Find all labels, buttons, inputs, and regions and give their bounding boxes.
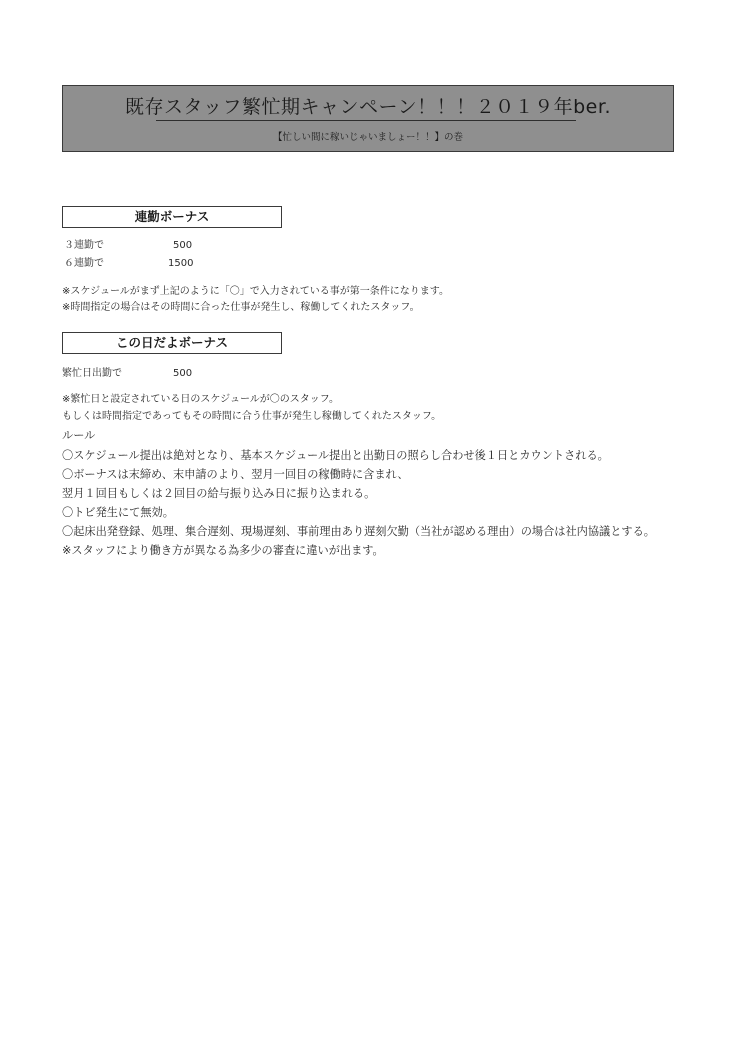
consecutive-bonus-note: ※時間指定の場合はその時間に合った仕事が発生し、稼働してくれたスタッフ。 [62,302,420,313]
day-bonus-note: ※繁忙日と設定されている日のスケジュールが〇のスタッフ。 [62,394,339,405]
campaign-subtitle: 【忙しい間に稼いじゃいましょー！！】の巻 [272,132,463,143]
bonus-row [62,367,193,381]
bonus-row-value: 500 [173,368,193,379]
bonus-row-value: 500 [173,240,193,251]
rule-item: 〇起床出発登録、処理、集合遅刻、現場遅刻、事前理由あり遅刻欠勤（当社が認める理由）の場合は社内協議とする。 [62,525,655,538]
bonus-row-value: 1500 [168,258,194,269]
consecutive-bonus-heading: 連勤ボーナス [62,206,282,228]
rule-item: ※スタッフにより働き方が異なる為多少の審査に違いが出ます。 [62,544,384,557]
bonus-row [64,239,193,253]
consecutive-bonus-note: ※スケジュールがまず上記のように「〇」で入力されている事が第一条件になります。 [62,286,449,297]
rule-item: 〇トビ発生にて無効。 [62,506,174,519]
campaign-title-banner [62,85,674,152]
bonus-row-label: ３連勤で [64,240,104,251]
bonus-row-label: ６連勤で [64,258,104,269]
title-underline [156,120,576,121]
rules-heading: ルール [62,429,96,442]
bonus-row [64,257,194,271]
campaign-title: 既存スタッフ繁忙期キャンペーン！！！２０１９年ber. [125,96,611,118]
bonus-row-label: 繁忙日出勤で [62,368,122,379]
day-bonus-note: もしくは時間指定であってもその時間に合う仕事が発生し稼働してくれたスタッフ。 [62,411,442,422]
rule-item: 〇スケジュール提出は絶対となり、基本スケジュール提出と出勤日の照らし合わせ後１日とカウントされる。 [62,449,609,462]
rule-item: 翌月１回目もしくは２回目の給与振り込み日に振り込まれる。 [62,487,376,500]
day-bonus-heading: この日だよボーナス [62,332,282,354]
rule-item: 〇ボーナスは末締め、末申請のより、翌月一回目の稼働時に含まれ、 [62,468,409,481]
